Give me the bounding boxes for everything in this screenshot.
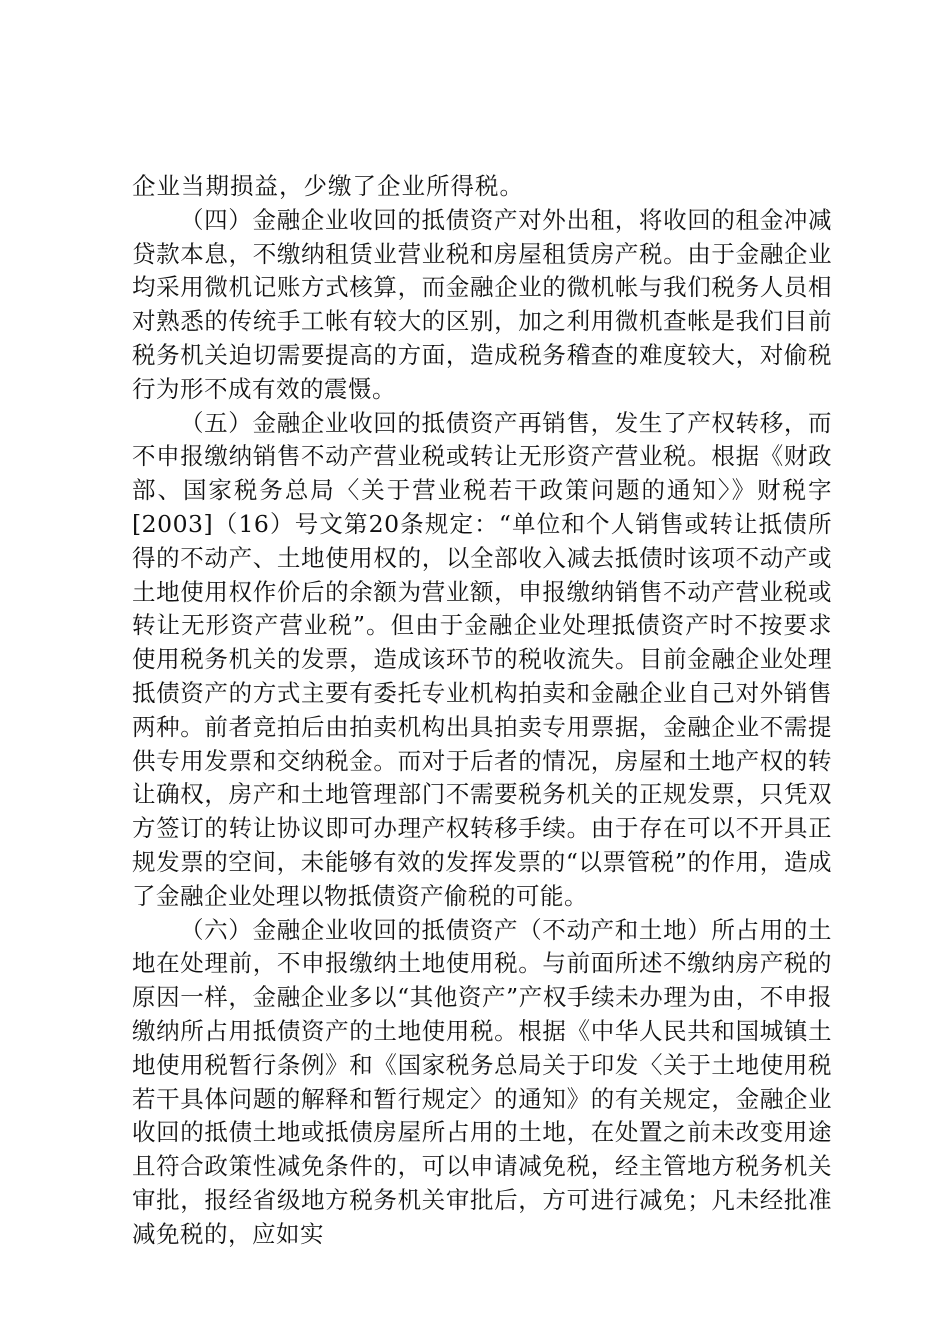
document-body [132, 170, 832, 1252]
paragraph-section-5: （五）金融企业收回的抵债资产再销售，发生了产权转移，而不申报缴纳销售不动产营业税或转让无形资产营业税。根据《财政部、国家税务总局〈关于营业税若干政策问题的通知〉》财税字[2003]（16）号文第20条规定：“单位和个人销售或转让抵债所得的不动产、土地使用权的，以全部收入减去抵债时该项不动产或土地使用权作价后的余额为营业额，申报缴纳销售不动产营业税或转让无形资产营业税”。但由于金融企业处理抵债资产时不按要求使用税务机关的发票，造成该环节的税收流失。目前金融企业处理抵债资产的方式主要有委托专业机构拍卖和金融企业自己对外销售两种。前者竞拍后由拍卖机构出具拍卖专用票据，金融企业不需提供专用发票和交纳税金。而对于后者的情况，房屋和土地产权的转让确权，房产和土地管理部门不需要税务机关的正规发票，只凭双方签订的转让协议即可办理产权转移手续。由于存在可以不开具正规发票的空间，未能够有效的发挥发票的“以票管税”的作用，造成了金融企业处理以物抵债资产偷税的可能。 [132, 408, 832, 910]
paragraph-section-6: （六）金融企业收回的抵债资产（不动产和土地）所占用的土地在处理前，不申报缴纳土地使用税。与前面所述不缴纳房产税的原因一样，金融企业多以“其他资产”产权手续未办理为由，不申报缴纳所占用抵债资产的土地使用税。根据《中华人民共和国城镇土地使用税暂行条例》和《国家税务总局关于印发〈关于土地使用税若干具体问题的解释和暂行规定〉的通知》的有关规定，金融企业收回的抵债土地或抵债房屋所占用的土地，在处置之前未改变用途且符合政策性减免条件的，可以申请减免税，经主管地方税务机关审批，报经省级地方税务机关审批后，方可进行减免；凡未经批准减免税的，应如实 [132, 915, 832, 1248]
paragraph-section-4: （四）金融企业收回的抵债资产对外出租，将收回的租金冲减贷款本息，不缴纳租赁业营业税和房屋租赁房产税。由于金融企业均采用微机记账方式核算，而金融企业的微机帐与我们税务人员相对熟悉的传统手工帐有较大的区别，加之利用微机查帐是我们目前税务机关迫切需要提高的方面，造成税务稽查的难度较大，对偷税行为形不成有效的震慑。 [132, 205, 832, 403]
paragraph-continuation: 企业当期损益，少缴了企业所得税。 [132, 172, 524, 200]
